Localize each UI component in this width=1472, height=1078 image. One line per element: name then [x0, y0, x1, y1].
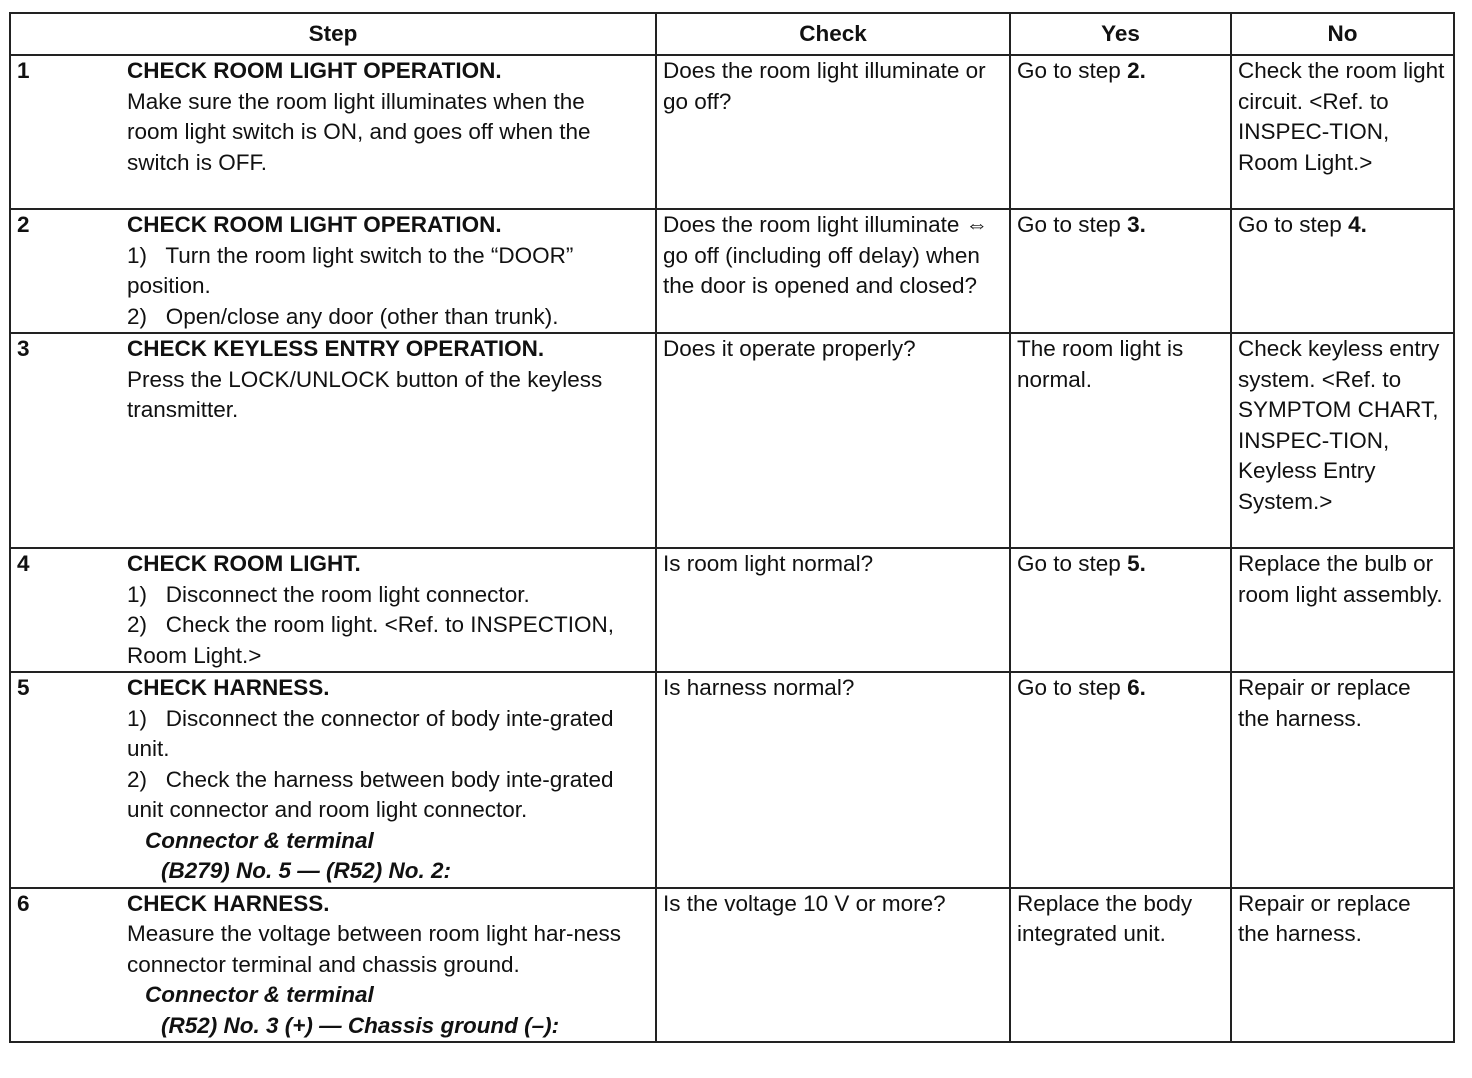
step-number: 1: [17, 58, 30, 83]
header-check: Check: [656, 13, 1010, 55]
step-instruction: 2) Open/close any door (other than trunk).: [127, 303, 559, 329]
step-cell: [10, 209, 656, 333]
yes-step-number: 3.: [1127, 212, 1146, 237]
diagnosis-table: [9, 12, 1455, 1043]
check-cell: Does it operate properly?: [656, 333, 1010, 548]
step-instruction: Measure the voltage between room light har-ness connector terminal and chassis ground.: [127, 921, 622, 977]
step-title: CHECK HARNESS.: [127, 675, 330, 700]
connector-label: Connector & terminal: [145, 827, 374, 853]
no-cell: [1231, 209, 1454, 333]
step-instruction: 1) Disconnect the connector of body inte-grated unit.: [127, 705, 614, 761]
no-cell: Repair or replace the harness.: [1231, 888, 1454, 1043]
yes-cell: [1010, 672, 1231, 888]
no-text: Go to step: [1238, 212, 1349, 237]
header-yes: Yes: [1010, 13, 1231, 55]
step-cell: [10, 55, 656, 209]
step-number: 5: [17, 675, 30, 700]
no-cell: Repair or replace the harness.: [1231, 672, 1454, 888]
yes-cell: Replace the body integrated unit.: [1010, 888, 1231, 1043]
check-cell: Does the room light illuminate ⇔ go off (including off delay) when the door is opened and closed?: [656, 209, 1010, 333]
check-cell: Is the voltage 10 V or more?: [656, 888, 1010, 1043]
step-cell: [10, 333, 656, 548]
step-instruction: 2) Check the harness between body inte-grated unit connector and room light connector.: [127, 766, 614, 822]
check-cell: Is room light normal?: [656, 548, 1010, 672]
step-instruction: Make sure the room light illuminates when the room light switch is ON, and goes off when the switch is OFF.: [127, 88, 591, 175]
yes-text: Go to step: [1017, 58, 1128, 83]
step-number: 2: [17, 212, 30, 237]
yes-cell: [1010, 209, 1231, 333]
table-row: [10, 55, 1454, 209]
table-row: [10, 888, 1454, 1043]
step-title: CHECK ROOM LIGHT OPERATION.: [127, 58, 502, 83]
step-instruction: 1) Turn the room light switch to the “DOOR” position.: [127, 242, 574, 298]
check-cell: Does the room light illuminate or go off?: [656, 55, 1010, 209]
step-cell: [10, 888, 656, 1043]
header-no: No: [1231, 13, 1454, 55]
check-cell: Is harness normal?: [656, 672, 1010, 888]
step-cell: [10, 548, 656, 672]
no-cell: Replace the bulb or room light assembly.: [1231, 548, 1454, 672]
connector-terminal: (B279) No. 5 — (R52) No. 2:: [161, 858, 452, 883]
table-row: [10, 672, 1454, 888]
step-number: 4: [17, 551, 30, 576]
step-title: CHECK HARNESS.: [127, 890, 330, 916]
no-step-number: 4.: [1348, 212, 1367, 237]
yes-step-number: 5.: [1127, 551, 1146, 576]
step-instruction: 2) Check the room light. <Ref. to INSPECTION, Room Light.>: [127, 612, 615, 668]
table-row: [10, 209, 1454, 333]
yes-cell: [1010, 55, 1231, 209]
yes-text: Go to step: [1017, 212, 1128, 237]
step-title: CHECK ROOM LIGHT OPERATION.: [127, 212, 502, 237]
connector-terminal: (R52) No. 3 (+) — Chassis ground (–):: [161, 1012, 560, 1038]
step-title: CHECK KEYLESS ENTRY OPERATION.: [127, 336, 545, 361]
no-cell: Check the room light circuit. <Ref. to INSPEC-TION, Room Light.>: [1231, 55, 1454, 209]
yes-step-number: 2.: [1127, 58, 1146, 83]
step-instruction: 1) Disconnect the room light connector.: [127, 581, 530, 607]
table-row: [10, 333, 1454, 548]
step-instruction: Press the LOCK/UNLOCK button of the keyless transmitter.: [127, 366, 603, 422]
header-step: Step: [10, 13, 656, 55]
yes-text: Go to step: [1017, 675, 1128, 700]
yes-text: Go to step: [1017, 551, 1128, 576]
header-row: [10, 13, 1454, 55]
no-cell: Check keyless entry system. <Ref. to SYMPTOM CHART, INSPEC-TION, Keyless Entry System.>: [1231, 333, 1454, 548]
yes-cell: [1010, 548, 1231, 672]
step-cell: [10, 672, 656, 888]
yes-step-number: 6.: [1127, 675, 1146, 700]
step-title: CHECK ROOM LIGHT.: [127, 551, 361, 576]
yes-cell: The room light is normal.: [1010, 333, 1231, 548]
table-row: [10, 548, 1454, 672]
step-number: 3: [17, 336, 30, 361]
step-number: 6: [17, 890, 30, 916]
connector-label: Connector & terminal: [145, 982, 374, 1007]
